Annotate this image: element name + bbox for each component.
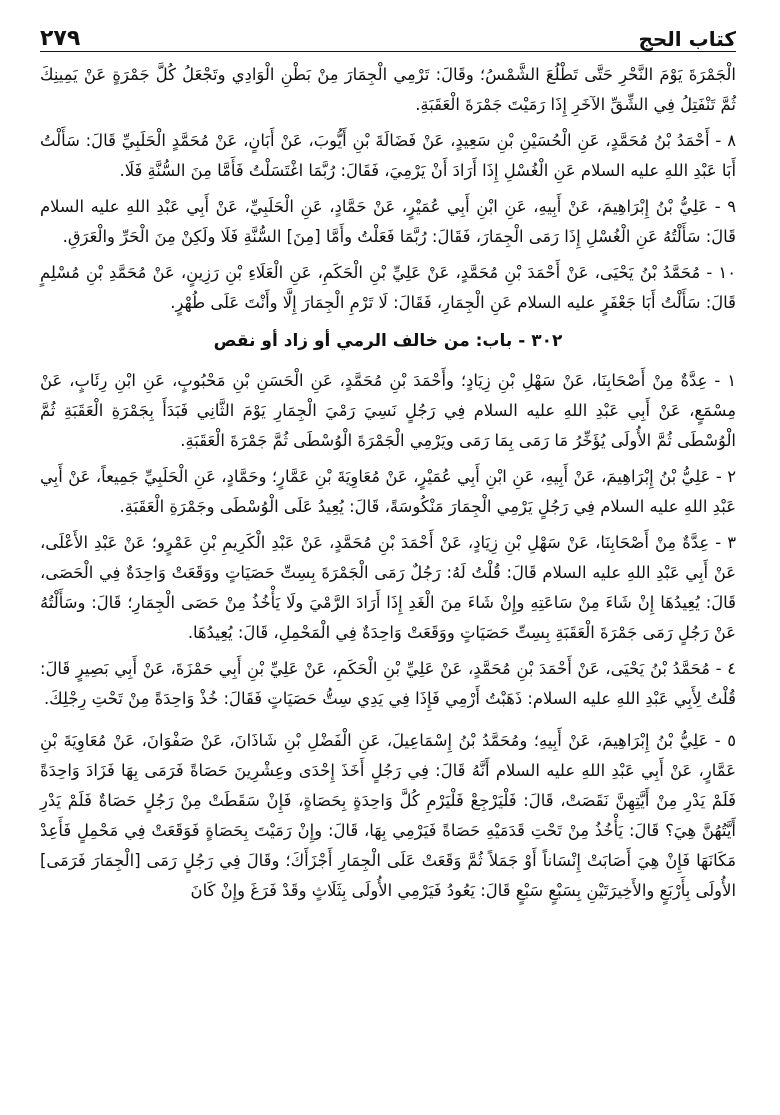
hadith-2: ٢ - عَلِيُّ بْنُ إِبْرَاهِيمَ، عَنْ أَبِيهِ، عَنِ ابْنِ أَبِي عُمَيْرٍ، عَنْ مُعَاوِيَةَ بْنِ عَمَّارٍ؛ وحَمَّادٍ، عَنِ الْحَلَبِيِّ جَمِيعاً، عَنْ أَبِي عَبْدِ اللهِ عليه السلام فِي رَجُلٍ يَرْمِي الْجِمَارَ مَنْكُوسَةً، قَالَ: يُعِيدُ عَلَى الْوُسْطَى وجَمْرَةِ الْعَقَبَةِ. [40, 467, 736, 516]
book-title: كتاب الحج [638, 27, 736, 51]
page-body [40, 60, 736, 906]
running-header [40, 0, 736, 52]
paragraph-continuation: الْجَمْرَةَ يَوْمَ النَّحْرِ حَتَّى تَطْلُعَ الشَّمْسُ؛ وقَالَ: تَرْمِي الْجِمَارَ مِنْ بَطْنِ الْوَادِي وتَجْعَلُ كُلَّ جَمْرَةٍ عَنْ يَمِينِكَ ثُمَّ تَنْفَتِلُ فِي الشِّقِّ الآخَرِ إِذَا رَمَيْتَ جَمْرَةَ الْعَقَبَةِ. [40, 65, 736, 114]
hadith-4: ٤ - مُحَمَّدُ بْنُ يَحْيَى، عَنْ أَحْمَدَ بْنِ مُحَمَّدٍ، عَنْ عَلِيِّ بْنِ الْحَكَمِ، عَنْ عَلِيِّ بْنِ أَبِي حَمْزَةَ، عَنْ أَبِي بَصِيرٍ قَالَ: قُلْتُ لِأَبِي عَبْدِ اللهِ عليه السلام: ذَهَبْتُ أَرْمِي فَإِذَا فِي يَدِي سِتُّ حَصَيَاتٍ فَقَالَ: خُذْ وَاحِدَةً مِنْ تَحْتِ رِجْلِكَ. [40, 659, 736, 708]
page-number: ٢٧٩ [40, 26, 81, 51]
hadith-9: ٩ - عَلِيُّ بْنُ إِبْرَاهِيمَ، عَنْ أَبِيهِ، عَنِ ابْنِ أَبِي عُمَيْرٍ، عَنْ حَمَّادٍ، عَنِ الْحَلَبِيِّ، عَنْ أَبِي عَبْدِ اللهِ عليه السلام قَالَ: سَأَلْتُهُ عَنِ الْغُسْلِ إِذَا رَمَى الْجِمَارَ، فَقَالَ: رُبَّمَا فَعَلْتُ وأَمَّا [مِنَ] السُّنَّةِ فَلَا ولَكِنْ مِنَ الْحَرِّ والْعَرَقِ. [40, 197, 736, 246]
hadith-1: ١ - عِدَّةٌ مِنْ أَصْحَابِنَا، عَنْ سَهْلِ بْنِ زِيَادٍ؛ وأَحْمَدَ بْنِ مُحَمَّدٍ، عَنِ الْحَسَنِ بْنِ مَحْبُوبٍ، عَنِ ابْنِ رِئَابٍ، عَنْ مِسْمَعٍ، عَنْ أَبِي عَبْدِ اللهِ عليه السلام فِي رَجُلٍ نَسِيَ رَمْيَ الْجِمَارِ يَوْمَ الثَّانِي فَبَدَأَ بِجَمْرَةِ الْعَقَبَةِ ثُمَّ الْوُسْطَى ثُمَّ الأُولَى يُؤَخِّرُ مَا رَمَى بِمَا رَمَى ويَرْمِي الْجَمْرَةَ الْوُسْطَى ثُمَّ جَمْرَةَ الْعَقَبَةِ. [40, 371, 736, 450]
hadith-8: ٨ - أَحْمَدُ بْنُ مُحَمَّدٍ، عَنِ الْحُسَيْنِ بْنِ سَعِيدٍ، عَنْ فَضَالَةَ بْنِ أَيُّوبَ، عَنْ أَبَانٍ، عَنْ مُحَمَّدٍ الْحَلَبِيِّ قَالَ: سَأَلْتُ أَبَا عَبْدِ اللهِ عليه السلام عَنِ الْغُسْلِ إِذَا أَرَادَ أَنْ يَرْمِيَ، فَقَالَ: رُبَّمَا اغْتَسَلْتُ فَأَمَّا مِنَ السُّنَّةِ فَلَا. [40, 131, 736, 180]
hadith-10: ١٠ - مُحَمَّدُ بْنُ يَحْيَى، عَنْ أَحْمَدَ بْنِ مُحَمَّدٍ، عَنْ عَلِيِّ بْنِ الْحَكَمِ، عَنِ الْعَلَاءِ بْنِ رَزِينٍ، عَنْ مُحَمَّدِ بْنِ مُسْلِمٍ قَالَ: سَأَلْتُ أَبَا جَعْفَرٍ عليه السلام عَنِ الْجِمَارِ، فَقَالَ: لَا تَرْمِ الْجِمَارَ إِلَّا وأَنْتَ عَلَى طُهْرٍ. [40, 263, 736, 312]
chapter-heading: ٣٠٢ - باب: من خالف الرمي أو زاد أو نقص [213, 331, 563, 351]
hadith-3: ٣ - عِدَّةٌ مِنْ أَصْحَابِنَا، عَنْ سَهْلِ بْنِ زِيَادٍ، عَنْ أَحْمَدَ بْنِ مُحَمَّدٍ، عَنْ عَبْدِ الْكَرِيمِ بْنِ عَمْرٍو؛ عَنْ عَبْدِ الأَعْلَى، عَنْ أَبِي عَبْدِ اللهِ عليه السلام قَالَ: قُلْتُ لَهُ: رَجُلٌ رَمَى الْجَمْرَةَ بِسِتِّ حَصَيَاتٍ ووَقَعَتْ وَاحِدَةٌ فِي الْحَصَى، قَالَ: يُعِيدُهَا إِنْ شَاءَ مِنْ سَاعَتِهِ وإِنْ شَاءَ مِنَ الْغَدِ إِذَا أَرَادَ الرَّمْيَ ولَا يَأْخُذُ مِنْ حَصَى الْجِمَارِ؛ قَالَ: وسَأَلْتُهُ عَنْ رَجُلٍ رَمَى جَمْرَةَ الْعَقَبَةِ بِسِتِّ حَصَيَاتٍ ووَقَعَتْ وَاحِدَةٌ فِي الْمَحْمِلِ، قَالَ: يُعِيدُهَا. [40, 533, 736, 642]
hadith-5: ٥ - عَلِيُّ بْنُ إِبْرَاهِيمَ، عَنْ أَبِيهِ؛ ومُحَمَّدُ بْنُ إِسْمَاعِيلَ، عَنِ الْفَضْلِ بْنِ شَاذَانَ، عَنْ صَفْوَانَ، عَنْ مُعَاوِيَةَ بْنِ عَمَّارٍ، عَنْ أَبِي عَبْدِ اللهِ عليه السلام أَنَّهُ قَالَ: فِي رَجُلٍ أَخَذَ إِحْدَى وعِشْرِينَ حَصَاةً فَرَمَى بِهَا فَزَادَ وَاحِدَةً فَلَمْ يَدْرِ مِنْ أَيَّتِهِنَّ نَقَصَتْ، قَالَ: فَلْيَرْجِعْ فَلْيَرْمِ كُلَّ وَاحِدَةٍ بِحَصَاةٍ، فَإِنْ سَقَطَتْ مِنْ رَجُلٍ حَصَاةٌ فَلَمْ يَدْرِ أَيَّتُهُنَّ هِيَ؟ قَالَ: يَأْخُذُ مِنْ تَحْتِ قَدَمَيْهِ حَصَاةً فَيَرْمِي بِهَا، قَالَ: وإِنْ رَمَيْتَ بِحَصَاةٍ فَوَقَعَتْ فِي مَحْمِلٍ فَأَعِدْ مَكَانَهَا فَإِنْ هِيَ أَصَابَتْ إِنْسَاناً أَوْ جَمَلاً ثُمَّ وَقَعَتْ عَلَى الْجِمَارِ أَجْزَأَكَ؛ وقَالَ فِي رَجُلٍ رَمَى [الْجِمَارَ فَرَمَى] الأُولَى بِأَرْبَعٍ والأَخِيرَتَيْنِ بِسَبْعٍ سَبْعٍ قَالَ: يَعُودُ فَيَرْمِي الأُولَى بِثَلَاثٍ وقَدْ فَرَغَ وإِنْ كَانَ [40, 731, 736, 900]
